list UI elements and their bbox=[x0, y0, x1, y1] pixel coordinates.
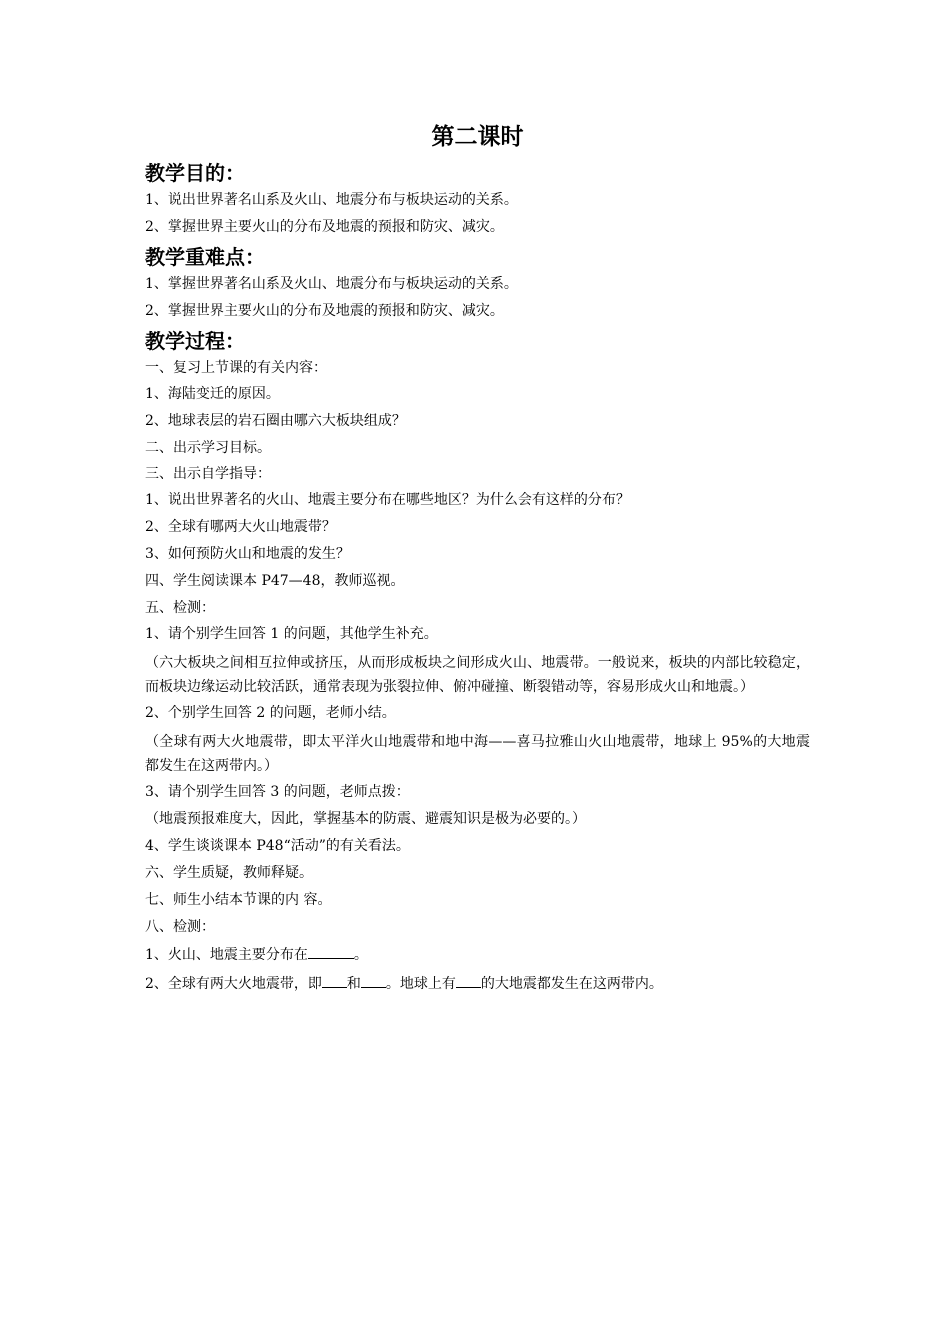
process-line: 3、如何预防火山和地震的发生？ bbox=[145, 546, 350, 562]
process-line: 二、出示学习目标。 bbox=[145, 440, 271, 456]
process-line: 2、个别学生回答 2 的问题，老师小结。 bbox=[145, 705, 396, 721]
objective-item: 2、掌握世界主要火山的分布及地震的预报和防灾、减灾。 bbox=[145, 219, 504, 235]
process-heading: 教学过程： bbox=[145, 329, 245, 353]
key-points-heading: 教学重难点： bbox=[145, 245, 265, 269]
fill-in-blank[interactable] bbox=[456, 972, 481, 988]
quiz-text: 的大地震都发生在这两带内。 bbox=[480, 976, 663, 992]
page-title: 第二课时 bbox=[431, 124, 524, 150]
process-line: 3、请个别学生回答 3 的问题，老师点拨： bbox=[145, 784, 410, 800]
answer-note: （全球有两大火地震带，即太平洋火山地震带和地中海——喜马拉雅山火山地震带，地球上 95%的大地震都发生在这两带内。） bbox=[145, 734, 810, 774]
quiz-text: 。地球上有 bbox=[385, 976, 456, 992]
process-line: 2、全球有哪两大火山地震带？ bbox=[145, 519, 336, 535]
answer-note: （六大板块之间相互拉伸或挤压，从而形成板块之间形成火山、地震带。一般说来，板块的内部比较稳定，而板块边缘运动比较活跃，通常表现为张裂拉伸、俯冲碰撞、断裂错动等，容易形成火山和地震。） bbox=[145, 655, 810, 695]
quiz-text: 和 bbox=[346, 976, 361, 992]
fill-in-blank[interactable] bbox=[322, 972, 347, 988]
process-line: 4、学生谈谈课本 P48“活动”的有关看法。 bbox=[145, 838, 410, 854]
process-line: 一、复习上节课的有关内容： bbox=[145, 360, 327, 376]
fill-in-blank[interactable] bbox=[308, 943, 354, 959]
process-line: 2、地球表层的岩石圈由哪六大板块组成？ bbox=[145, 413, 406, 429]
answer-note: （地震预报难度大，因此，掌握基本的防震、避震知识是极为必要的。） bbox=[145, 811, 586, 827]
process-line: 三、出示自学指导： bbox=[145, 466, 271, 482]
key-point-item: 1、掌握世界著名山系及火山、地震分布与板块运动的关系。 bbox=[145, 276, 518, 292]
process-line: 四、学生阅读课本 P47—48，教师巡视。 bbox=[145, 573, 405, 589]
quiz-text: 。 bbox=[353, 947, 368, 963]
process-line: 六、学生质疑，教师释疑。 bbox=[145, 865, 313, 881]
key-point-item: 2、掌握世界主要火山的分布及地震的预报和防灾、减灾。 bbox=[145, 303, 504, 319]
quiz-text: 1、火山、地震主要分布在 bbox=[145, 947, 308, 963]
quiz-question-1 bbox=[145, 943, 810, 966]
process-line: 1、海陆变迁的原因。 bbox=[145, 386, 280, 402]
document-page bbox=[145, 120, 810, 1001]
process-line: 七、师生小结本节课的内 容。 bbox=[145, 892, 332, 908]
fill-in-blank[interactable] bbox=[361, 972, 386, 988]
process-line: 五、检测： bbox=[145, 600, 215, 616]
quiz-text: 2、全球有两大火地震带，即 bbox=[145, 976, 322, 992]
objectives-heading: 教学目的： bbox=[145, 161, 245, 185]
objective-item: 1、说出世界著名山系及火山、地震分布与板块运动的关系。 bbox=[145, 192, 518, 208]
process-line: 八、检测： bbox=[145, 919, 215, 935]
quiz-question-2 bbox=[145, 972, 810, 995]
process-line: 1、请个别学生回答 1 的问题，其他学生补充。 bbox=[145, 626, 438, 642]
process-line: 1、说出世界著名的火山、地震主要分布在哪些地区？为什么会有这样的分布？ bbox=[145, 492, 630, 508]
